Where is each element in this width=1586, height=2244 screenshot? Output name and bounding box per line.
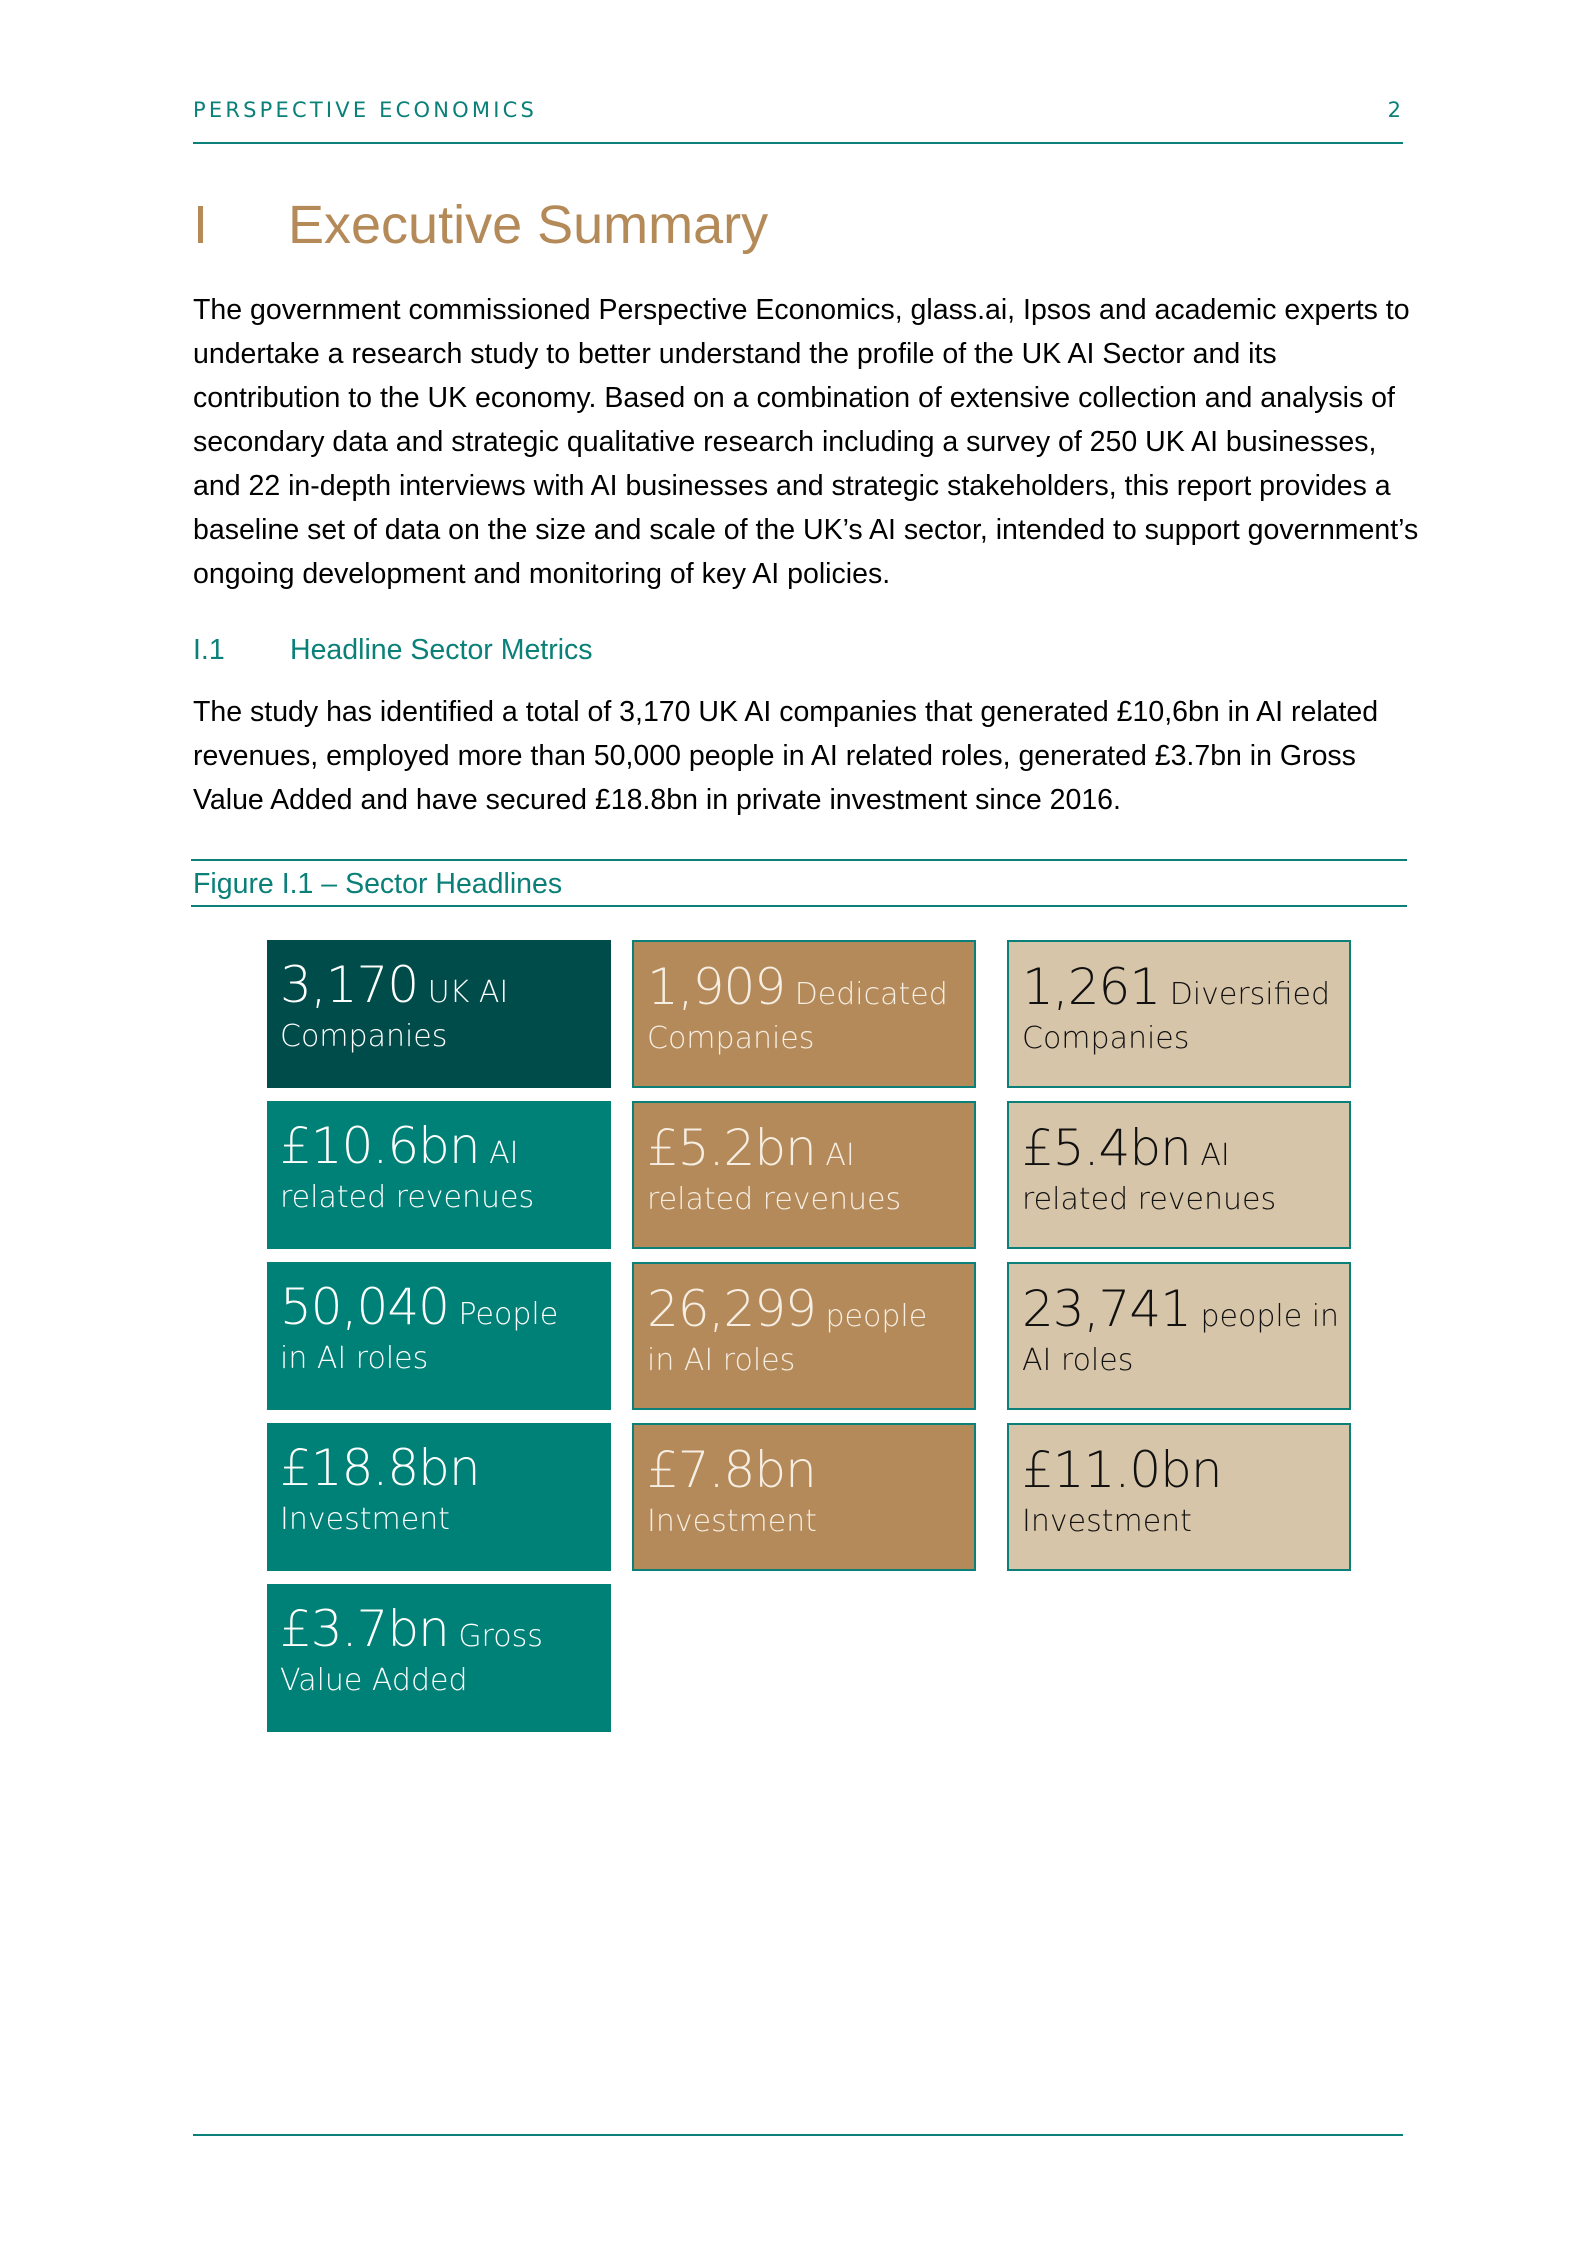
tile-value: 50,040 [280,1278,449,1336]
metrics-paragraph: The study has identified a total of 3,170 UK AI companies that generated £10,6bn in AI related revenues, employed more than 50,000 people in AI related roles, generated £3.7bn in Gross Value Added and have secured £18.8bn in private investment since 2016. [193,696,1379,816]
tile-label: People [458,1297,559,1332]
page-number: 2 [1387,98,1401,122]
tile-label: Gross [458,1619,543,1654]
figure-caption: Figure I.1 – Sector Headlines [191,859,1407,907]
tile-value: 3,170 [280,956,419,1014]
header-org-name: PERSPECTIVE ECONOMICS [193,98,537,122]
tile-label: AI [489,1136,519,1171]
tile-uk-ai-companies [267,940,611,1088]
section-heading [193,192,768,258]
section-title: Executive Summary [288,195,769,255]
footer-divider [193,2134,1403,2136]
tile-sublabel: related revenues [280,1180,535,1215]
tile-sublabel: in AI roles [647,1343,796,1378]
tile-label: people [825,1299,928,1334]
tile-total-investment [267,1423,611,1571]
tile-gva [267,1584,611,1732]
tile-label: Diversified [1169,977,1331,1012]
tile-total-people [267,1262,611,1410]
tile-sublabel: AI roles [1022,1343,1134,1378]
tile-value: 1,261 [1022,958,1161,1016]
subsection-title: Headline Sector Metrics [290,634,593,666]
tile-sublabel: related revenues [1022,1182,1277,1217]
tile-label: people in [1200,1299,1340,1334]
tile-sublabel: Companies [647,1021,815,1056]
tile-dedicated-investment [632,1423,976,1571]
tile-value: £7.8bn [647,1441,816,1499]
tile-sublabel: Investment [1022,1504,1192,1539]
subsection-number: I.1 [193,634,225,666]
tile-diversified-companies [1007,940,1351,1088]
tile-sublabel: Investment [647,1504,817,1539]
section-number: I [193,195,209,255]
page-header [193,98,1403,144]
tile-sublabel: in AI roles [280,1341,429,1376]
tile-sublabel: Value Added [280,1663,468,1698]
tile-sublabel: related revenues [647,1182,902,1217]
tile-diversified-revenues [1007,1101,1351,1249]
intro-paragraph: The government commissioned Perspective Economics, glass.ai, Ipsos and academic experts to undertake a research study to better understand the profile of the UK AI Sector and its contribution to the UK economy. Based on a combination of extensive collection and analysis of secondary data and strategic qualitative research including a survey of 250 UK AI businesses, and 22 in-depth interviews with AI businesses and strategic stakeholders, this report provides a baseline set of data on the size and scale of the UK’s AI sector, intended to support government’s ongoing development and monitoring of key AI policies. [193,294,1419,590]
tile-dedicated-people [632,1262,976,1410]
tile-dedicated-companies [632,940,976,1088]
tile-sublabel: Investment [280,1502,450,1537]
tile-value: 1,909 [647,958,786,1016]
tile-value: £11.0bn [1022,1441,1222,1499]
tile-diversified-investment [1007,1423,1351,1571]
tile-value: £5.4bn [1022,1119,1191,1177]
tile-label: Dedicated [794,977,948,1012]
tile-value: 23,741 [1022,1280,1191,1338]
tile-value: £5.2bn [647,1119,816,1177]
tile-sublabel: Companies [1022,1021,1190,1056]
tile-diversified-people [1007,1262,1351,1410]
subsection-heading [193,630,593,670]
tile-value: £18.8bn [280,1439,480,1497]
tile-value: £3.7bn [280,1600,449,1658]
tile-sublabel: Companies [280,1019,448,1054]
tile-label: UK AI [427,975,509,1010]
tile-total-revenues [267,1101,611,1249]
tile-dedicated-revenues [632,1101,976,1249]
tile-label: AI [1200,1138,1230,1173]
tile-value: £10.6bn [280,1117,480,1175]
tile-label: AI [825,1138,855,1173]
tile-value: 26,299 [647,1280,816,1338]
